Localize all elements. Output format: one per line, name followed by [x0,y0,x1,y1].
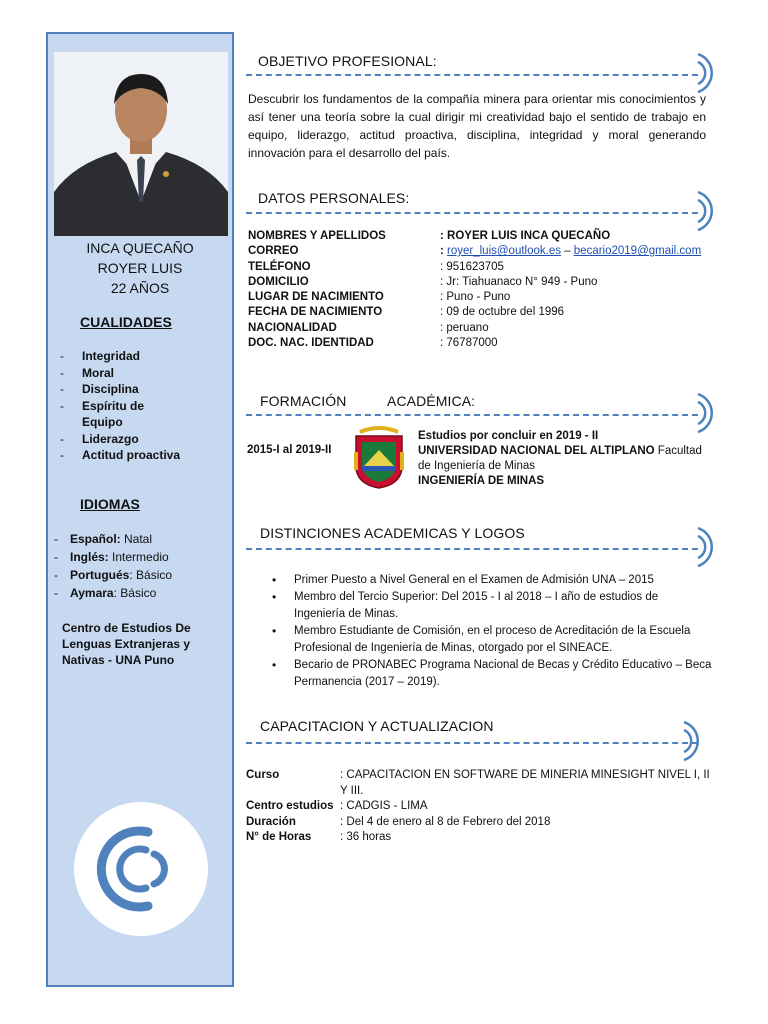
university-name: UNIVERSIDAD NACIONAL DEL ALTIPLANO [418,445,655,457]
objective-title: OBJETIVO PROFESIONAL: [258,53,437,69]
field-label: LUGAR DE NACIMIENTO [248,291,384,304]
qualities-list [56,348,231,464]
bracket-icon [694,188,728,234]
table-row [248,336,718,351]
language-level: Intermedio [108,550,169,564]
field-value: : 36 horas [340,831,392,843]
email-link-gmail[interactable]: becario2019@gmail.com [573,245,702,258]
field-value: : 951623705 [440,260,504,273]
table-row [246,830,716,846]
education-title-b: ACADÉMICA: [387,393,476,409]
education-status: Estudios por concluir en 2019 - II [418,430,599,442]
table-row [248,229,718,244]
objective-text: Descubrir los fundamentos de la compañía minera para orientar mis conocimientos y así tener una teoría sobre la cual dirigir mi creatividad bajo el sentido de trabajo en equipo, liderazgo, actitud proactiva, disciplina, integridad y moral generando innovación para el desarrollo del país. [248,92,706,160]
language-level: Natal [120,532,153,546]
field-value: : ROYER LUIS INCA QUECAÑO [440,230,611,242]
list-item: - Espíritu de Equipo [56,398,172,431]
personal-data-table [248,229,718,351]
bracket-icon [694,524,728,570]
language-level: : Básico [129,568,173,582]
distinctions-list [272,572,712,691]
profile-photo [54,52,228,236]
languages-title: IDIOMAS [80,496,140,512]
language-name: Aymara [70,586,114,600]
field-value: : CAPACITACION EN SOFTWARE DE MINERIA MINESIGHT NIVEL I, II Y III. [340,769,710,797]
training-title: CAPACITACION Y ACTUALIZACION [260,718,494,734]
field-label: DOMICILIO [248,275,309,288]
education-title-a: FORMACIÓN [260,393,347,409]
field-label: NOMBRES Y APELLIDOS [248,230,386,242]
field-value: : 09 de octubre del 1996 [440,306,565,319]
table-row [248,321,718,336]
field-label: Centro estudios [246,800,334,812]
table-row [248,260,718,275]
field-value: : CADGIS - LIMA [340,800,428,812]
education-details [418,429,718,489]
field-label: N° de Horas [246,831,312,843]
list-item: • Membro del Tercio Superior: Del 2015 - I al 2018 – I año de estudios de Ingeniería de Minas. [272,589,712,623]
field-value: : Puno - Puno [440,291,511,304]
list-item: • Membro Estudiante de Comisión, en el proceso de Acreditación de la Escuela Profesional de Ingeniería de Minas, otorgado por el SINEACE. [272,623,712,657]
career-name: INGENIERÍA DE MINAS [418,475,545,487]
profile-age: 22 AÑOS [110,280,170,296]
language-name: Inglés: [70,550,109,564]
table-row [248,290,718,305]
language-level: : Básico [113,586,157,600]
language-name: Portugués [70,568,130,582]
field-value: : Del 4 de enero al 8 de Febrero del 2018 [340,815,551,828]
profile-photo-illustration [54,52,228,236]
language-center: Centro de Estudios De Lenguas Extranjeras y Nativas - UNA Puno [62,621,191,667]
faculty-text-a: Facultad [654,445,702,457]
personal-title: DATOS PERSONALES: [258,190,410,206]
list-item [52,584,232,602]
email-value [440,244,718,259]
field-label: TELÉFONO [248,260,311,273]
qualities-title: CUALIDADES [80,314,172,330]
list-item: - Integridad [56,348,231,365]
field-label: DOC. NAC. IDENTIDAD [248,337,374,350]
list-item [52,548,232,566]
profile-given-name: ROYER LUIS [97,260,183,276]
c-logo-icon [74,802,208,936]
list-item: - Liderazgo [56,431,231,448]
section-divider [246,414,698,416]
field-label: Duración [246,815,296,828]
languages-list [52,530,232,602]
field-value: : 76787000 [440,337,498,350]
bracket-icon [680,718,714,764]
list-item [52,566,232,584]
table-row [246,815,716,831]
field-value: : Jr: Tiahuanaco N° 949 - Puno [440,275,598,288]
field-value: : peruano [440,321,489,334]
profile-surname: INCA QUECAÑO [86,240,194,256]
field-label: CORREO [248,245,299,258]
table-row [248,275,718,290]
email-separator: – [560,245,574,258]
section-divider [246,742,698,744]
table-row [246,799,716,815]
faculty-text-b: de Ingeniería de Minas [418,460,535,472]
table-row [248,305,718,320]
sidebar [46,32,234,987]
section-divider [246,548,698,550]
university-shield-icon [350,426,408,490]
field-label: Curso [246,769,280,781]
list-item: - Disciplina [56,381,231,398]
language-name: Español: [70,532,121,546]
field-label: NACIONALIDAD [248,321,337,334]
education-period: 2015-I al 2019-II [247,444,332,456]
section-divider [246,74,698,76]
list-item [52,530,232,548]
list-item: • Primer Puesto a Nivel General en el Examen de Admisión UNA – 2015 [272,572,712,589]
field-value: : [440,245,448,258]
list-item: - Actitud proactiva [56,447,231,464]
logo-badge [74,802,208,936]
section-divider [246,212,698,214]
list-item: - Moral [56,365,231,382]
table-row [246,768,716,799]
training-table [246,768,716,846]
list-item: • Becario de PRONABEC Programa Nacional de Becas y Crédito Educativo – Beca Permanencia (2017 – 2019). [272,657,712,691]
distinctions-title: DISTINCIONES ACADEMICAS Y LOGOS [260,525,525,541]
field-label: FECHA DE NACIMIENTO [248,306,383,319]
email-link-outlook[interactable]: royer_luis@outlook.es [447,245,561,258]
table-row [248,244,718,259]
